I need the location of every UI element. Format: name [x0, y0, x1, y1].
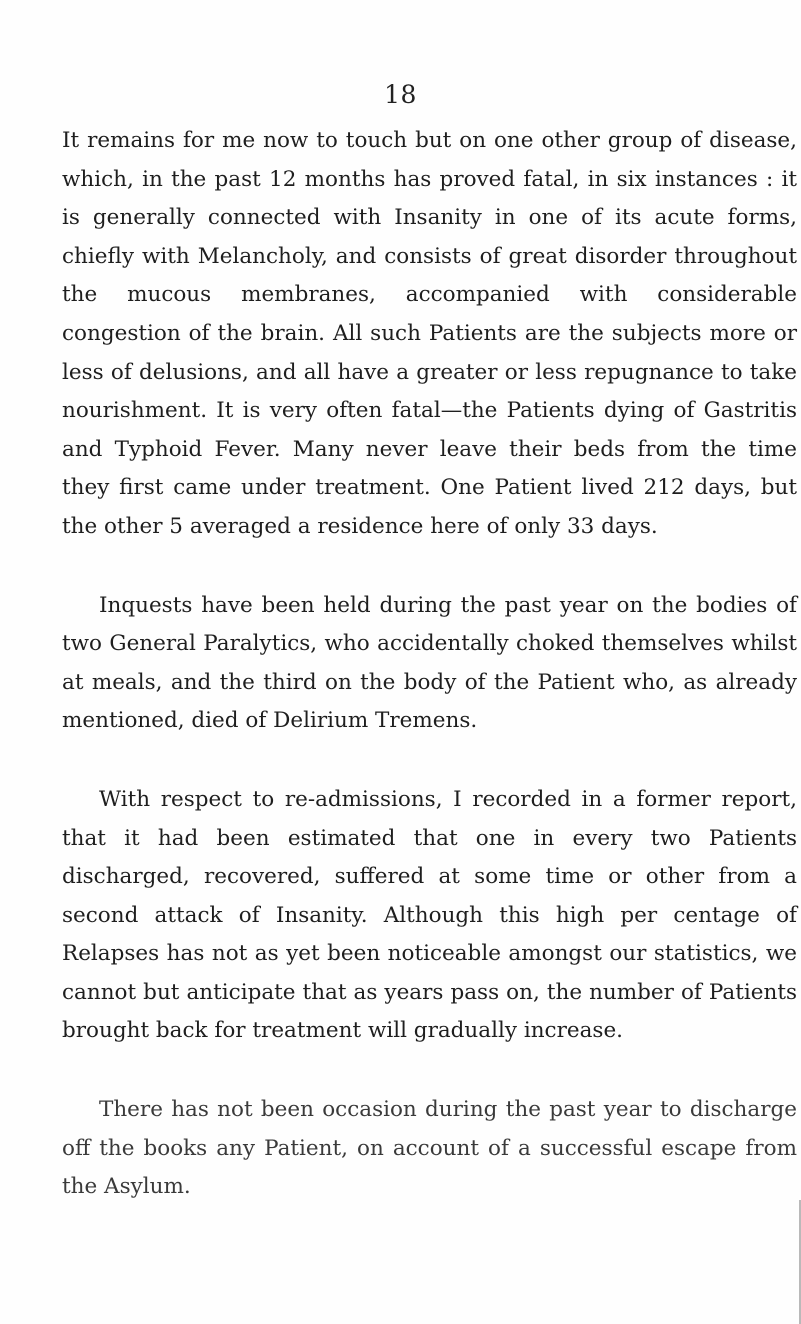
- paragraph-fatal-disease-group: It remains for me now to touch but on one other group of disease, which, in the past 12 months has proved fatal, in six instances : it is generally connected with Insanity in one of its acute forms, chiefly with Melancholy, and consists of great disorder throughout the mucous membranes, accompanied with considerable congestion of the brain. All such Patients are the subjects more or less of delusions, and all have a greater or less repugnance to take nourishment. It is very often fatal—the Patients dying of Gastritis and Typhoid Fever. Many never leave their beds from the time they first came under treatment. One Patient lived 212 days, but the other 5 averaged a residence here of only 33 days.: [62, 128, 797, 539]
- paragraph-inquests: Inquests have been held during the past year on the bodies of two General Paralytics, who accidentally choked themselves whilst at meals, and the third on the body of the Patient who, as already mentioned, died of Delirium Tremens.: [62, 592, 797, 734]
- paragraph-readmissions: With respect to re-admissions, I recorded in a former report, that it had been estimated that one in every two Patients discharged, recovered, suffered at some time or other from a second attack of Insanity. Although this high per centage of Relapses has not as yet been noticeable amongst our statistics, we cannot but anticipate that as years pass on, the number of Patients brought back for treatment will gradually increase.: [62, 786, 797, 1044]
- page-number: 18: [384, 80, 417, 109]
- paragraph-escape: There has not been occasion during the past year to discharge off the books any Patient, on account of a successful escape from the Asylum.: [62, 1097, 797, 1200]
- body-text: [62, 122, 797, 1207]
